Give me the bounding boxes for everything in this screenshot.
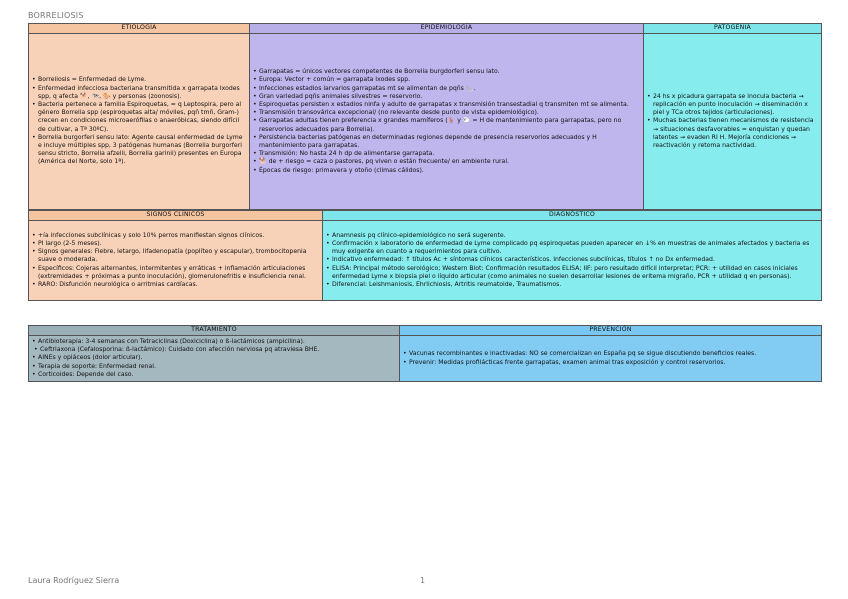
cell-diagnostico bbox=[323, 221, 822, 301]
header-prevencion: PREVENCIÓN bbox=[400, 326, 822, 336]
cell-patogenia bbox=[644, 34, 822, 210]
list-item: • Borreliosis = Enfermedad de Lyme. bbox=[32, 76, 246, 84]
footer-author: Laura Rodríguez Sierra bbox=[28, 576, 120, 585]
list-item: • Transmisión: No hasta 24 h dp de alimentarse garrapata. bbox=[253, 150, 640, 158]
list-item: • Borrelia burgorferi sensu lato: Agente causal enfermedad de Lyme e incluye múltiples spp, 3 patógenas humanas (Borrelia burgorferi sensu stricto, Borrelia afzelli, Borrelia garinii) presentes en Europa (América del Norte, solo 1ª). bbox=[32, 134, 246, 167]
list-item: • Transmisión transovárica excepcional/ (no relevante desde punto de vista epidemiológico). bbox=[253, 109, 640, 117]
list-item: • Vacunas recombinantes e inactivadas: NO se comercializan en España pq se sigue discutiendo beneficios reales. bbox=[403, 350, 818, 358]
table-etiologia-epidemiologia-patogenia bbox=[28, 23, 822, 210]
list-item: • +ía infecciones subclínicas y solo 10% perros manifiestan signos clínicos. bbox=[32, 232, 319, 240]
header-signos-clinicos: SIGNOS CLÍNICOS bbox=[29, 211, 323, 221]
header-epidemiologia: EPIDEMIOLOGÍA bbox=[250, 24, 644, 34]
list-item: • AINEs y opiáceos (dolor articular). bbox=[32, 354, 396, 362]
table-tratamiento-prevencion bbox=[28, 325, 822, 382]
list-item: • Ceftriaxona (Cefalosporina: ß-lactámico): Cuidado con afección nerviosa pq atraviesa BHE. bbox=[32, 346, 396, 354]
cell-signos-clinicos bbox=[29, 221, 323, 301]
list-item: • Garrapatas adultas tienen preferencia x grandes mamíferos (🦌 y 🐑 = H de mantenimiento para garrapatas, pero no reservorios adecuados para Borrelia). bbox=[253, 117, 640, 133]
list-item: • Terapia de soporte: Enfermedad renal. bbox=[32, 363, 396, 371]
list-item: • Indicativo enfermedad: ↑ títulos Ac + síntomas clínicos característicos. Infecciones subclínicas, títulos ↑ no Dx enfermedad. bbox=[326, 256, 818, 264]
list-item: • Europa: Vector + común = garrapata Ixodes spp. bbox=[253, 76, 640, 84]
document-title: BORRELIOSIS bbox=[28, 11, 84, 20]
list-item: • ELISA: Principal método serológico; Western Blot: Confirmación resultados ELISA; IIF: pero resultado difícil interpretar; PCR: + utilidad en casos iniciales enfermedad Lyme x biopsia piel o líquido articular (como animales no suelen desarrollar lesiones de eritema migraño, PCR + utilidad q en personas). bbox=[326, 265, 818, 281]
header-patogenia: PATOGENIA bbox=[644, 24, 822, 34]
list-item: • Prevenir: Medidas profilácticas frente garrapatas, examen animal tras exposición y control reservorios. bbox=[403, 359, 818, 367]
cell-epidemiologia bbox=[250, 34, 644, 210]
list-item: • 🐕 de + riesgo = caza o pastores, pq viven o están frecuente/ en ambiente rural. bbox=[253, 158, 640, 166]
list-item: • RARO: Disfunción neurológica o arritmias cardíacas. bbox=[32, 281, 319, 289]
list-item: • Bacteria pertenece a familia Espiroquetas, = q Leptospira, pero al género Borrelia spp (espiroquetas alta/ móviles, pqñ tmñ, Gram-) crecen en condiciones microaerófilas o anaeróbicas, siendo difícil de cultivar, a Tª 30ºC). bbox=[32, 101, 246, 134]
cell-etiologia bbox=[29, 34, 250, 210]
list-item: • Gran variedad pqñs animales silvestres = reservorio. bbox=[253, 93, 640, 101]
list-item: • Diferencial: Leishmaniosis, Ehrlichiosis, Artritis reumatoide, Traumatismos. bbox=[326, 281, 818, 289]
list-item: • Infecciones estadios larvarios garrapatas mt se alimentan de pqñs 🐀. bbox=[253, 85, 640, 93]
header-etiologia: ETIOLOGÍA bbox=[29, 24, 250, 34]
list-item: • Confirmación x laboratorio de enfermedad de Lyme complicado pq espiroquetas pueden aparecer en ↓% en muestras de animales afectados y bacteria es muy exigente en cuanto a requerimientos para cultivo. bbox=[326, 240, 818, 256]
list-item: • PI largo (2-5 meses). bbox=[32, 240, 319, 248]
list-item: • Enfermedad infecciosa bacteriana transmitida x garrapata Ixodes spp, q afecta 🐕, 🐄, 🐎 y personas (zoonosis). bbox=[32, 85, 246, 101]
list-item: • Corticoides: Depende del caso. bbox=[32, 371, 396, 379]
list-item: • 24 hs x picadura garrapata se inocula bacteria → replicación en punto inoculación → diseminación x piel y TCa otros tejidos (articulaciones). bbox=[647, 93, 818, 118]
header-diagnostico: DIAGNÓSTICO bbox=[323, 211, 822, 221]
list-item: • Persistencia bacterias patógenas en determinadas regiones depende de presencia reservorios adecuados y H mantenimiento para garrapatas. bbox=[253, 134, 640, 150]
list-item: • Signos generales: Fiebre, letargo, lifadenopatía (poplíteo y escapular), trombocitopenia suave o moderada. bbox=[32, 248, 319, 264]
table-signos-diagnostico bbox=[28, 210, 822, 301]
list-item: • Espiroquetas persisten x estadios ninfa y adulto de garrapatas x transmisión transestadial q transmiten mt se alimenta. bbox=[253, 101, 640, 109]
cell-prevencion bbox=[400, 336, 822, 382]
list-item: • Garrapatas = únicos vectores competentes de Borrelia burgdorferi sensu lato. bbox=[253, 68, 640, 76]
list-item: • Muchas bacterias tienen mecanismos de resistencia → situaciones desfavorables = enquistan y quedan latentes → evaden RI H. Mejoría condiciones → reactivación y retoma nactividad. bbox=[647, 117, 818, 150]
list-item: • Antibioterapia: 3-4 semanas con Tetraciclinas (Doxiciclina) o ß-lactámicos (ampicilina). bbox=[32, 338, 396, 346]
list-item: • Anamnesis pq clínico-epidemiológico no será sugerente. bbox=[326, 232, 818, 240]
header-tratamiento: TRATAMIENTO bbox=[29, 326, 400, 336]
list-item: • Épocas de riesgo: primavera y otoño (climas cálidos). bbox=[253, 167, 640, 175]
cell-tratamiento bbox=[29, 336, 400, 382]
page-number: 1 bbox=[420, 576, 426, 585]
list-item: • Específicos: Cojeras alternantes, intermitentes y erráticas + inflamación articulaciones (extremidades + próximas a punto inoculación), glomerulonefritis e insuficiencia renal. bbox=[32, 265, 319, 281]
